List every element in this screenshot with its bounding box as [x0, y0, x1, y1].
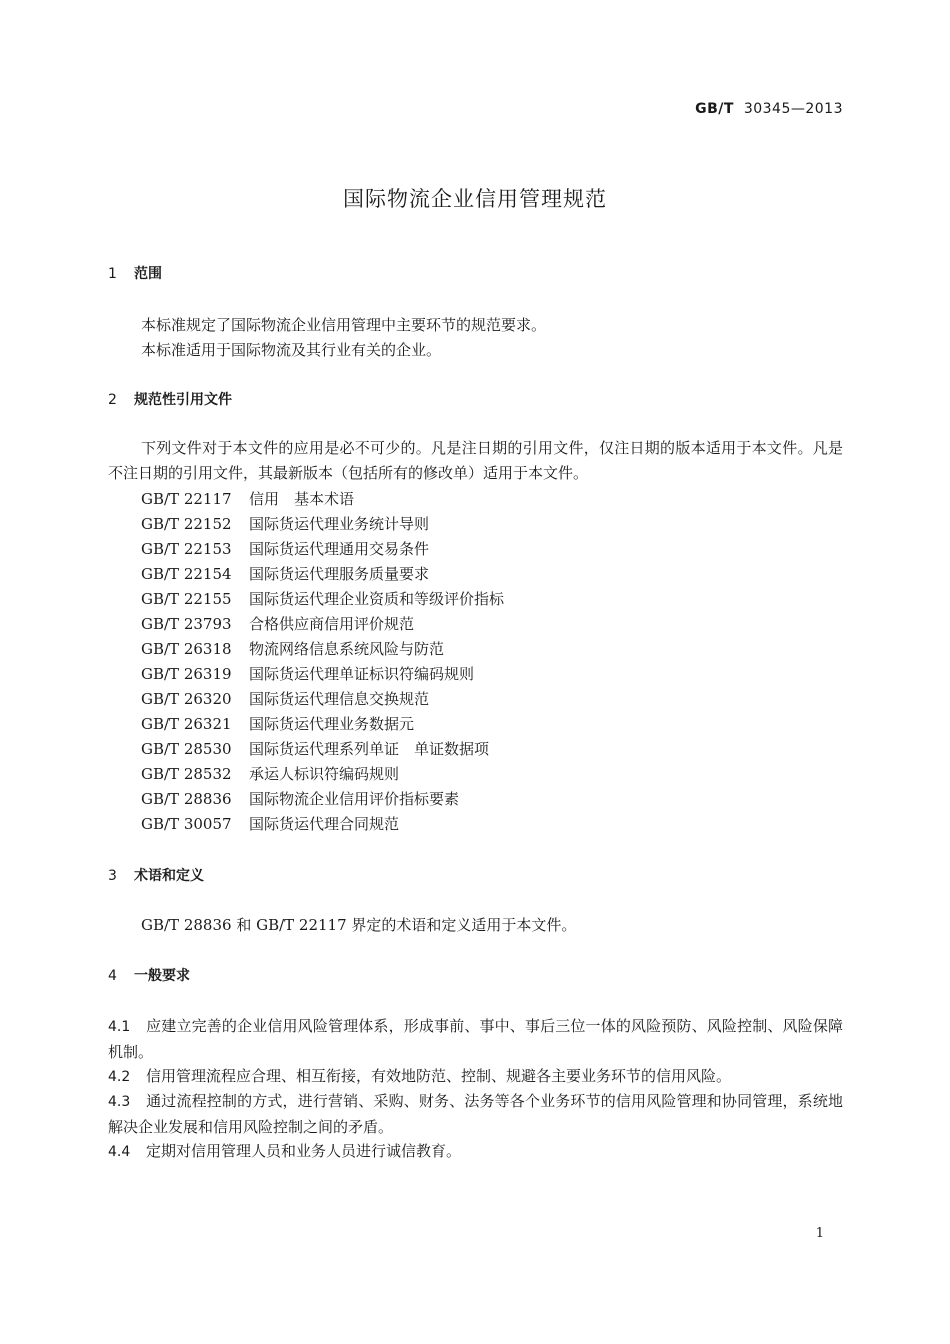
reference-code: GB/T 22152 [141, 515, 232, 533]
section-title: 一般要求 [134, 968, 190, 984]
reference-item [141, 763, 399, 784]
reference-code: GB/T 22155 [141, 590, 232, 608]
reference-title: 国际货运代理企业资质和等级评价指标 [249, 590, 505, 608]
page-number: 1 [815, 1226, 824, 1241]
reference-code: GB/T 22117 [141, 490, 232, 508]
clause-number: 4.4 [108, 1144, 131, 1160]
clause-4-2 [108, 1064, 843, 1090]
section-title: 术语和定义 [134, 868, 204, 884]
section-1-heading [108, 263, 162, 283]
reference-title: 国际货运代理服务质量要求 [249, 565, 430, 583]
standard-prefix: GB/T [695, 101, 734, 117]
reference-item [141, 513, 429, 534]
reference-item [141, 688, 429, 709]
section-number: 2 [108, 392, 117, 408]
section-1-paragraph: 本标准适用于国际物流及其行业有关的企业。 [141, 341, 442, 359]
reference-item [141, 813, 399, 834]
reference-item [141, 563, 429, 584]
reference-item [141, 713, 414, 734]
standard-number: 30345—2013 [743, 101, 843, 117]
reference-code: GB/T 30057 [141, 815, 232, 833]
reference-item [141, 588, 504, 609]
clause-4-3 [108, 1089, 843, 1140]
section-3-heading [108, 865, 204, 885]
reference-title: 物流网络信息系统风险与防范 [249, 640, 445, 658]
reference-item [141, 538, 429, 559]
section-number: 4 [108, 968, 117, 984]
section-1-paragraph: 本标准规定了国际物流企业信用管理中主要环节的规范要求。 [141, 316, 547, 334]
clause-number: 4.1 [108, 1019, 131, 1035]
standard-code [695, 101, 843, 117]
reference-title: 国际货运代理业务统计导则 [249, 515, 430, 533]
reference-title: 信用 基本术语 [249, 490, 355, 508]
reference-title: 国际货运代理合同规范 [249, 815, 400, 833]
reference-code: GB/T 28836 [141, 790, 232, 808]
reference-code: GB/T 26318 [141, 640, 232, 658]
clause-text: 定期对信用管理人员和业务人员进行诚信教育。 [146, 1142, 462, 1160]
reference-code: GB/T 22154 [141, 565, 232, 583]
reference-title: 国际货运代理信息交换规范 [249, 690, 430, 708]
section-2-heading [108, 389, 232, 409]
reference-title: 国际货运代理系列单证 单证数据项 [249, 740, 490, 758]
clause-number: 4.2 [108, 1069, 131, 1085]
clause-number: 4.3 [108, 1094, 131, 1110]
reference-code: GB/T 26319 [141, 665, 232, 683]
reference-code: GB/T 22153 [141, 540, 232, 558]
section-2-intro: 下列文件对于本文件的应用是必不可少的。凡是注日期的引用文件，仅注日期的版本适用于本文件。凡是不注日期的引用文件，其最新版本（包括所有的修改单）适用于本文件。 [108, 439, 843, 482]
section-number: 1 [108, 266, 117, 282]
section-4-heading [108, 965, 190, 985]
section-title: 范围 [134, 266, 162, 282]
reference-code: GB/T 23793 [141, 615, 232, 633]
reference-code: GB/T 28530 [141, 740, 232, 758]
clause-text: 通过流程控制的方式，进行营销、采购、财务、法务等各个业务环节的信用风险管理和协同管理，系统地解决企业发展和信用风险控制之间的矛盾。 [108, 1092, 843, 1136]
clause-text: 信用管理流程应合理、相互衔接，有效地防范、控制、规避各主要业务环节的信用风险。 [146, 1067, 732, 1085]
clause-text: 应建立完善的企业信用风险管理体系，形成事前、事中、事后三位一体的风险预防、风险控制、风险保障机制。 [108, 1017, 843, 1061]
document-title: 国际物流企业信用管理规范 [343, 187, 607, 211]
reference-item [141, 613, 414, 634]
clause-4-1 [108, 1014, 843, 1065]
section-number: 3 [108, 868, 117, 884]
reference-title: 国际货运代理单证标识符编码规则 [249, 665, 475, 683]
section-3-paragraph: GB/T 28836 和 GB/T 22117 界定的术语和定义适用于本文件。 [141, 916, 577, 934]
reference-item [141, 488, 354, 509]
clause-4-4 [108, 1139, 843, 1165]
reference-title: 国际货运代理通用交易条件 [249, 540, 430, 558]
reference-item [141, 638, 444, 659]
reference-title: 国际物流企业信用评价指标要素 [249, 790, 460, 808]
reference-title: 国际货运代理业务数据元 [249, 715, 415, 733]
reference-code: GB/T 26320 [141, 690, 232, 708]
reference-title: 承运人标识符编码规则 [249, 765, 400, 783]
reference-item [141, 663, 474, 684]
reference-item [141, 788, 459, 809]
reference-item [141, 738, 489, 759]
reference-title: 合格供应商信用评价规范 [249, 615, 415, 633]
section-title: 规范性引用文件 [134, 392, 232, 408]
reference-code: GB/T 28532 [141, 765, 232, 783]
reference-code: GB/T 26321 [141, 715, 232, 733]
